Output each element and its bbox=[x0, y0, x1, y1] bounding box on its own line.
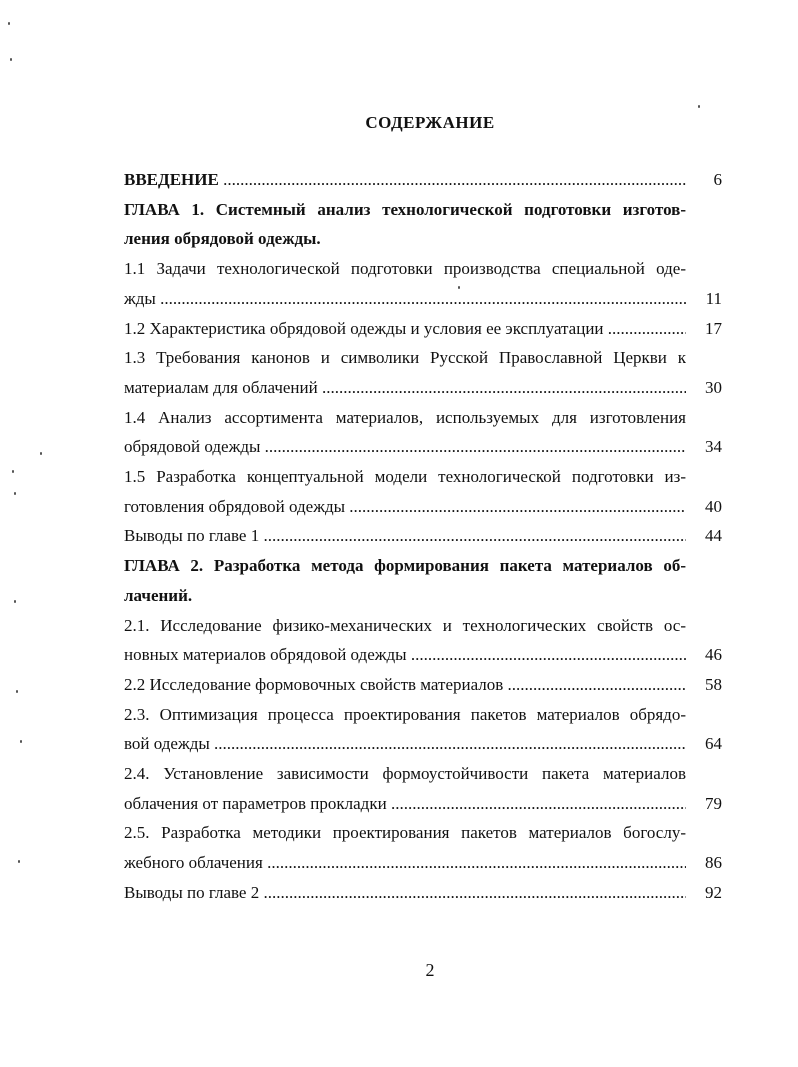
toc-entry-line: Выводы по главе 1 ..... bbox=[124, 525, 686, 547]
toc-entry-line: 1.2 Характеристика обрядовой одежды и условия ее эксплуатации ..... bbox=[124, 318, 686, 340]
toc-entry-line: жды ..... bbox=[124, 288, 686, 310]
toc-page-number: 40 bbox=[705, 496, 722, 516]
page-number: 2 bbox=[425, 960, 435, 980]
toc-entry-line: вой одежды ..... bbox=[124, 733, 686, 755]
toc-entry-line: 2.4. Установление зависимости формоустойчивости пакета материалов bbox=[124, 764, 686, 783]
scan-speck bbox=[10, 58, 12, 61]
toc-page-number: 46 bbox=[705, 645, 722, 665]
toc-entry-line: новных материалов обрядовой одежды ..... bbox=[124, 644, 686, 666]
toc-entry-line: облачения от параметров прокладки ..... bbox=[124, 793, 686, 815]
scan-speck bbox=[698, 105, 700, 108]
toc-entry-line: обрядовой одежды ..... bbox=[124, 436, 686, 458]
toc-heading-line: лачений. bbox=[124, 585, 193, 605]
scan-speck bbox=[18, 860, 20, 863]
scan-speck bbox=[12, 470, 14, 473]
toc-page-number: 17 bbox=[705, 318, 722, 338]
toc-page-number: 92 bbox=[705, 882, 722, 902]
toc-entry-line: 2.3. Оптимизация процесса проектирования пакетов материалов обрядо- bbox=[124, 704, 686, 724]
page-title: СОДЕРЖАНИЕ bbox=[365, 113, 495, 132]
toc-entry-line: готовления обрядовой одежды ..... bbox=[124, 496, 686, 518]
toc-page-number: 6 bbox=[713, 170, 722, 189]
toc-heading-line: ГЛАВА 2. Разработка метода формирования пакета материалов об- bbox=[124, 556, 686, 576]
toc-heading-line: ГЛАВА 1. Системный анализ технологической подготовки изготов- bbox=[124, 199, 686, 219]
toc-entry-line: 1.5 Разработка концептуальной модели технологической подготовки из- bbox=[124, 467, 686, 486]
toc-page-number: 44 bbox=[705, 526, 722, 546]
scan-speck bbox=[8, 22, 10, 25]
toc-page-number: 86 bbox=[705, 853, 722, 873]
toc-entry-line: 2.5. Разработка методики проектирования пакетов материалов богослу- bbox=[124, 823, 686, 843]
toc-entry-line: материалам для облачений ..... bbox=[124, 377, 686, 399]
scan-speck bbox=[458, 286, 460, 289]
scan-speck bbox=[40, 452, 42, 455]
toc-entry-line: 1.1 Задачи технологической подготовки производства специальной оде- bbox=[124, 259, 686, 279]
toc-heading-line: ВВЕДЕНИЕ ..... bbox=[124, 169, 686, 191]
scan-speck bbox=[14, 600, 16, 603]
scan-speck bbox=[20, 740, 22, 743]
toc-entry-line: жебного облачения ..... bbox=[124, 852, 686, 874]
toc-page-number: 64 bbox=[705, 734, 722, 754]
toc-heading-line: ления обрядовой одежды. bbox=[124, 229, 321, 249]
toc-entry-line: 2.2 Исследование формовочных свойств материалов ..... bbox=[124, 674, 686, 696]
scan-speck bbox=[14, 492, 16, 495]
toc-page-number: 34 bbox=[705, 437, 722, 457]
scan-speck bbox=[16, 690, 18, 693]
toc-entry-line: 1.4 Анализ ассортимента материалов, используемых для изготовления bbox=[124, 407, 686, 427]
toc-page-number: 11 bbox=[705, 288, 722, 308]
toc-page-number: 30 bbox=[705, 377, 722, 397]
toc-page-number: 58 bbox=[705, 674, 722, 694]
toc-page-number: 79 bbox=[705, 793, 722, 813]
toc-entry-line: Выводы по главе 2 ..... bbox=[124, 882, 686, 904]
toc-entry-line: 1.3 Требования канонов и символики Русской Православной Церкви к bbox=[124, 348, 686, 368]
toc-entry-line: 2.1. Исследование физико-механических и технологических свойств ос- bbox=[124, 615, 686, 635]
